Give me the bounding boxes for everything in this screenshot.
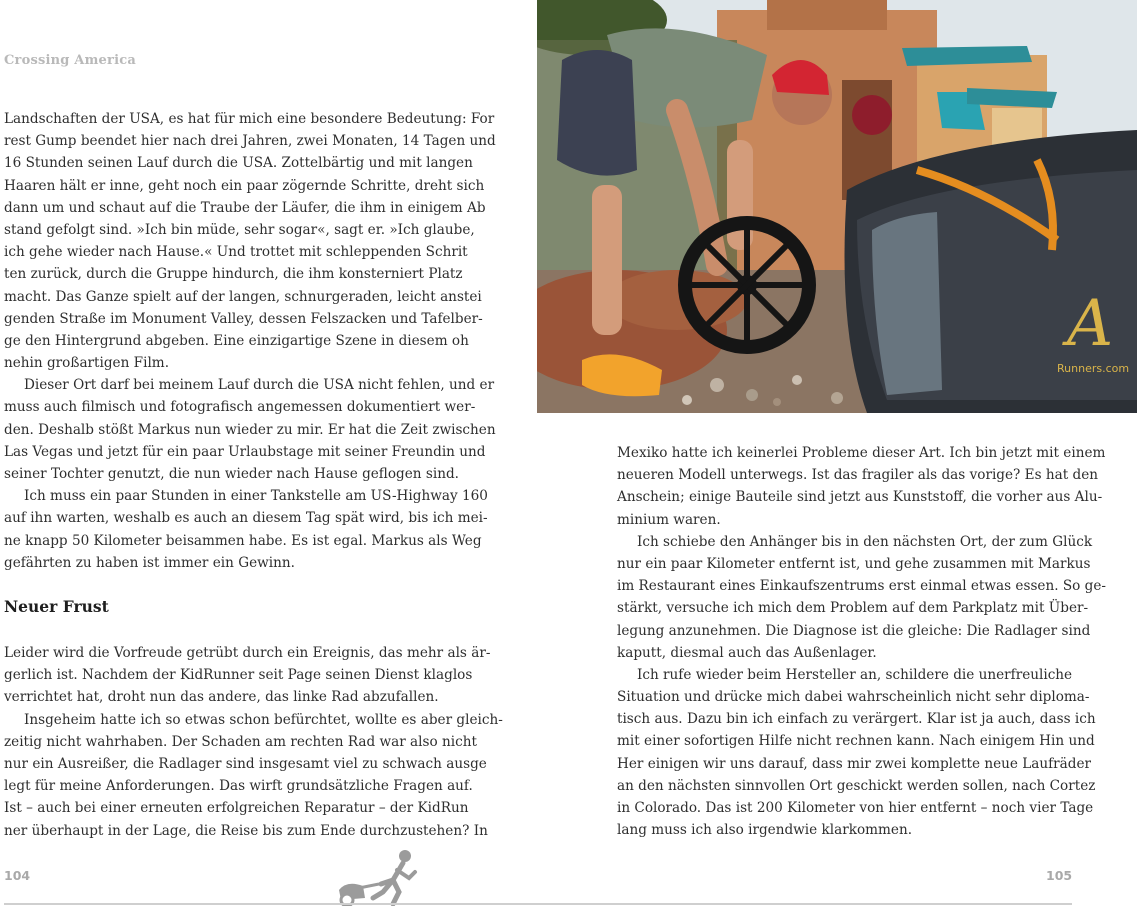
text-line: neueren Modell unterwegs. Ist das fragiler als das vorige? Es hat den <box>617 467 1099 484</box>
text-line: verrichtet hat, droht nun das andere, das linke Rad abzufallen. <box>4 689 439 706</box>
left-page-text-before-heading <box>4 108 496 574</box>
text-line: Ich schiebe den Anhänger bis in den nächsten Ort, der zum Glück <box>637 533 1093 550</box>
text-line: muss auch filmisch und fotografisch angemessen dokumentiert wer- <box>4 399 476 416</box>
text-line: ge den Hintergrund abgeben. Eine einzigartige Szene in diesem oh <box>4 332 469 349</box>
footer-rule <box>4 903 1072 905</box>
text-line: Las Vegas und jetzt für ein paar Urlaubstage mit seiner Freundin und <box>4 443 486 460</box>
text-line: Insgeheim hatte ich so etwas schon befürchtet, wollte es aber gleich- <box>24 711 503 728</box>
text-line: ich gehe wieder nach Hause.« Und trottet mit schleppenden Schrit <box>4 244 468 261</box>
text-line: mit einer sofortigen Hilfe nicht rechnen kann. Nach einigem Hin und <box>617 733 1095 750</box>
text-line: seiner Tochter genutzt, die nun wieder nach Hause geflogen sind. <box>4 466 459 482</box>
text-line: den. Deshalb stößt Markus nun wieder zu mir. Er hat die Zeit zwischen <box>4 421 496 438</box>
right-page-text <box>617 442 1106 841</box>
text-line: Mexiko hatte ich keinerlei Probleme dieser Art. Ich bin jetzt mit einem <box>617 445 1106 461</box>
text-line: lang muss ich also irgendwie klarkommen. <box>617 822 913 839</box>
text-line: stärkt, versuche ich mich dem Problem auf dem Parkplatz mit Über- <box>617 600 1089 617</box>
text-line: genden Straße im Monument Valley, dessen Felszacken und Tafelber- <box>4 310 483 327</box>
photo-runner-fixing-cart-wheel <box>537 0 1137 413</box>
text-line: dann um und schaut auf die Traube der Läufer, die ihm in einigem Ab <box>4 199 486 216</box>
text-line: ne knapp 50 Kilometer beisammen habe. Es ist egal. Markus als Weg <box>4 532 482 549</box>
text-line: rest Gump beendet hier nach drei Jahren, zwei Monaten, 14 Tagen und <box>4 133 496 150</box>
page-number-left: 104 <box>4 868 31 883</box>
text-line: an den nächsten sinnvollen Ort geschickt werden sollen, nach Cortez <box>617 777 1096 794</box>
text-line: macht. Das Ganze spielt auf der langen, schnurgeraden, leicht anstei <box>4 288 482 305</box>
text-line: nehin großartigen Film. <box>4 355 170 372</box>
text-line: nur ein Ausreißer, die Radlager sind insgesamt viel zu schwach ausge <box>4 755 487 772</box>
text-line: Situation und drücke mich dabei wahrscheinlich nicht sehr diploma- <box>617 689 1090 706</box>
text-line: zeitig nicht wahrhaben. Der Schaden am rechten Rad war also nicht <box>4 733 477 750</box>
text-line: gerlich ist. Nachdem der KidRunner seit Page seinen Dienst klaglos <box>4 667 473 684</box>
text-line: auf ihn warten, weshalb es auch an diesem Tag spät wird, bis ich mei- <box>4 510 488 527</box>
text-line: im Restaurant eines Einkaufszentrums erst einmal etwas essen. So ge- <box>617 578 1107 595</box>
text-line: Landschaften der USA, es hat für mich eine besondere Bedeutung: For <box>4 111 495 127</box>
text-line: 16 Stunden seinen Lauf durch die USA. Zottelbärtig und mit langen <box>4 155 473 172</box>
text-line: tisch aus. Dazu bin ich einfach zu verärgert. Klar ist ja auch, dass ich <box>617 711 1096 728</box>
text-line: kaputt, diesmal auch das Außenlager. <box>617 644 877 661</box>
text-line: legt für meine Anforderungen. Das wirft grundsätzliche Fragen auf. <box>4 778 473 795</box>
left-page-text-after-heading <box>4 642 503 842</box>
text-line: Leider wird die Vorfreude getrübt durch ein Ereignis, das mehr als är- <box>4 645 491 661</box>
text-line: Dieser Ort darf bei meinem Lauf durch die USA nicht fehlen, und er <box>24 377 495 394</box>
text-line: Ich rufe wieder beim Hersteller an, schildere die unerfreuliche <box>637 666 1073 683</box>
text-line: Anschein; einige Bauteile sind jetzt aus Kunststoff, die vorher aus Alu- <box>617 489 1103 506</box>
text-line: gefährten zu haben ist immer ein Gewinn. <box>4 554 295 571</box>
cart-logo-caption: Runners.com <box>1057 362 1130 375</box>
text-line: Ist – auch bei einer erneuten erfolgreichen Reparatur – der KidRun <box>4 800 469 817</box>
page-number-right: 105 <box>1046 868 1073 883</box>
text-line: Haaren hält er inne, geht noch ein paar zögernde Schritte, dreht sich <box>4 177 485 194</box>
text-line: Ich muss ein paar Stunden in einer Tankstelle am US-Highway 160 <box>24 488 488 505</box>
section-heading: Neuer Frust <box>4 597 109 616</box>
runner-with-cart-logo-icon <box>333 848 428 906</box>
cart-logo-letter: A <box>1067 287 1114 361</box>
text-line: minium waren. <box>617 511 721 528</box>
text-line: stand gefolgt sind. »Ich bin müde, sehr sogar«, sagt er. »Ich glaube, <box>4 221 475 238</box>
text-line: in Colorado. Das ist 200 Kilometer von hier entfernt – noch vier Tage <box>617 800 1094 816</box>
running-head: Crossing America <box>4 53 136 68</box>
text-line: ner überhaupt in der Lage, die Reise bis zum Ende durchzustehen? In <box>4 822 488 839</box>
text-line: Her einigen wir uns darauf, dass mir zwei komplette neue Laufräder <box>617 755 1092 772</box>
text-line: legung anzunehmen. Die Diagnose ist die gleiche: Die Radlager sind <box>617 622 1091 639</box>
text-line: ten zurück, durch die Gruppe hindurch, die ihm konsterniert Platz <box>4 266 463 283</box>
text-line: nur ein paar Kilometer entfernt ist, und gehe zusammen mit Markus <box>617 555 1091 572</box>
